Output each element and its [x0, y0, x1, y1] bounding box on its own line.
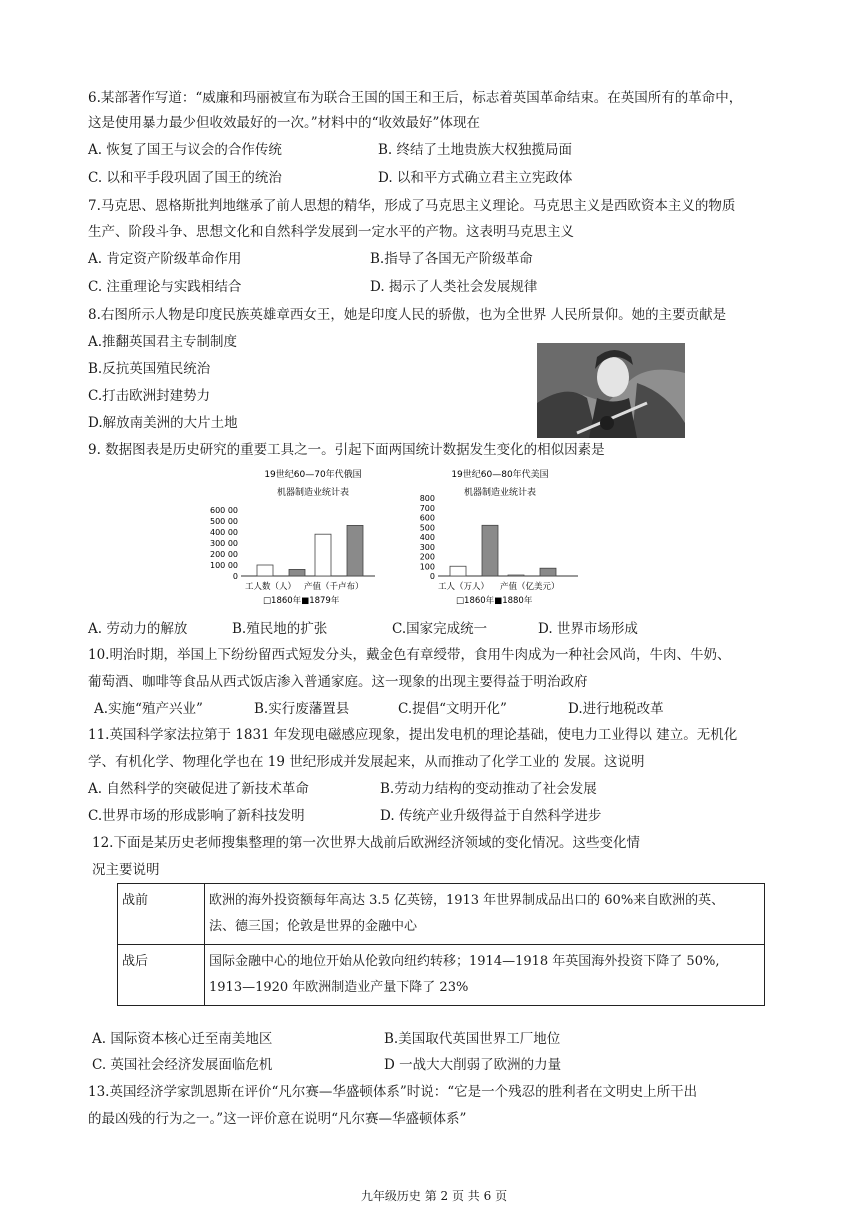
chart-russia-machinery	[195, 462, 395, 610]
q12-option-c: C. 英国社会经济发展面临危机	[92, 1057, 273, 1073]
chart-category-label: 工人（万人）	[438, 582, 490, 592]
page-footer: 九年级历史 第 2 页 共 6 页	[360, 1189, 508, 1203]
chart-tick-label: 500	[419, 523, 435, 533]
table-cell-line: 法、德三国；伦敦是世界的金融中心	[209, 919, 418, 934]
q8-option-c: C.打击欧洲封建势力	[88, 388, 211, 404]
q6-option-c: C. 以和平手段巩固了国王的统治	[88, 170, 282, 186]
chart-bar	[347, 525, 363, 576]
q6-stem-line1: 6.某部著作写道：“威廉和玛丽被宣布为联合王国的国王和王后，标志着英国革命结束。在英国所有的革命中，	[88, 90, 743, 106]
q7-option-c: C. 注重理论与实践相结合	[88, 279, 242, 295]
chart-tick-label: 300 00	[210, 539, 238, 548]
q11-option-d: D. 传统产业升级得益于自然科学进步	[380, 808, 602, 824]
q9-option-c: C.国家完成统一	[392, 621, 488, 637]
chart-bar	[257, 565, 273, 576]
q6-option-a: A. 恢复了国王与议会的合作传统	[88, 142, 282, 158]
chart-category-label: 产值（亿美元）	[500, 582, 560, 592]
table-row-head: 战后	[118, 945, 205, 1006]
chart-bar	[508, 575, 524, 576]
chart-tick-label: 0	[232, 572, 238, 581]
q9-option-a: A. 劳动力的解放	[88, 621, 188, 637]
chart-usa-machinery	[408, 462, 598, 610]
q8-option-a: A.推翻英国君主专制制度	[88, 334, 238, 350]
table-cell	[205, 884, 765, 945]
table-cell-line: 1913—1920 年欧洲制造业产量下降了 23%	[209, 980, 469, 995]
table-cell-line: 欧洲的海外投资额每年高达 3.5 亿英镑，1913 年世界制成品出口的 60%来自欧洲的英、	[209, 893, 725, 908]
q9-option-d: D. 世界市场形成	[538, 621, 638, 637]
q12-table	[117, 883, 765, 1006]
chart-subtitle: 机器制造业统计表	[276, 488, 350, 498]
chart-tick-label: 800	[419, 494, 435, 503]
chart-tick-label: 600 00	[210, 506, 238, 515]
q6-option-d: D. 以和平方式确立君主立宪政体	[378, 170, 573, 186]
chart-bar	[450, 566, 466, 576]
q11-stem-line1: 11.英国科学家法拉第于 1831 年发现电磁感应现象，提出发电机的理论基础，使电力工业得以 建立。无机化	[88, 727, 738, 743]
q7-option-d: D. 揭示了人类社会发展规律	[370, 279, 538, 295]
chart-legend: □1860年■1879年	[263, 596, 340, 606]
chart-tick-label: 400	[419, 533, 435, 542]
chart-tick-label: 0	[429, 572, 435, 581]
chart-tick-label: 700	[419, 503, 435, 513]
chart-tick-label: 200 00	[210, 550, 238, 559]
q7-stem-line2: 生产、阶段斗争、思想文化和自然科学发展到一定水平的产物。这表明马克思主义	[88, 224, 574, 240]
q9-stem: 9. 数据图表是历史研究的重要工具之一。引起下面两国统计数据发生变化的相似因素是	[88, 442, 605, 458]
chart-tick-label: 400 00	[210, 528, 238, 537]
q12-option-d: D 一战大大削弱了欧洲的力量	[384, 1057, 562, 1073]
chart-legend: □1860年■1880年	[456, 596, 533, 606]
q13-stem-line1: 13.英国经济学家凯恩斯在评价“凡尔赛—华盛顿体系”时说：“它是一个残忍的胜利者在文明史上所干出	[88, 1084, 698, 1100]
table-row	[118, 884, 765, 945]
q11-option-c: C.世界市场的形成影响了新科技发明	[88, 808, 305, 824]
q8-option-b: B.反抗英国殖民统治	[88, 361, 211, 377]
chart-bar	[540, 568, 556, 576]
table-cell	[205, 945, 765, 1006]
q11-option-a: A. 自然科学的突破促进了新技术革命	[88, 781, 309, 797]
chart-tick-label: 500 00	[210, 517, 238, 526]
q10-option-a: A.实施“殖产兴业”	[94, 701, 203, 717]
table-row-head: 战前	[118, 884, 205, 945]
table-cell-line: 国际金融中心的地位开始从伦敦向纽约转移；1914—1918 年英国海外投资下降了 50%,	[209, 954, 720, 969]
chart-subtitle: 机器制造业统计表	[463, 488, 537, 498]
q10-option-c: C.提倡“文明开化”	[398, 701, 507, 717]
chart-category-label: 工人数（人）	[245, 582, 297, 592]
chart-tick-label: 100	[419, 562, 435, 572]
chart-bar	[289, 569, 305, 576]
q12-stem-line1: 12.下面是某历史老师搜集整理的第一次世界大战前后欧洲经济领域的变化情况。这些变化情	[92, 835, 640, 851]
chart-tick-label: 200	[419, 552, 435, 562]
chart-tick-label: 300	[419, 542, 435, 552]
chart-bar	[482, 525, 498, 576]
q7-option-a: A. 肯定资产阶级革命作用	[88, 251, 242, 267]
q9-option-b: B.殖民地的扩张	[232, 621, 328, 637]
q7-stem-line1: 7.马克思、恩格斯批判地继承了前人思想的精华，形成了马克思主义理论。马克思主义是西欧资本主义的物质	[88, 198, 736, 214]
q6-stem-line2: 这是使用暴力最少但收效最好的一次。”材料中的“收效最好”体现在	[88, 115, 480, 131]
chart-tick-label: 100 00	[210, 561, 238, 570]
q10-stem-line1: 10.明治时期，举国上下纷纷留西式短发分头，戴金色有章绶带，食用牛肉成为一种社会风尚，牛肉、牛奶、	[88, 647, 731, 663]
q11-stem-line2: 学、有机化学、物理化学也在 19 世纪形成并发展起来，从而推动了化学工业的 发展。这说明	[88, 754, 645, 770]
table-row	[118, 945, 765, 1006]
chart-category-label: 产值（千卢布）	[304, 582, 364, 592]
q12-option-b: B.美国取代英国世界工厂地位	[384, 1031, 561, 1047]
q10-option-d: D.进行地税改革	[568, 701, 664, 717]
q11-option-b: B.劳动力结构的变动推动了社会发展	[380, 781, 597, 797]
q12-stem-line2: 况主要说明	[92, 862, 160, 878]
q12-option-a: A. 国际资本核心迁至南美地区	[92, 1031, 273, 1047]
chart-title: 19世纪60—70年代俄国	[264, 470, 362, 480]
q7-option-b: B.指导了各国无产阶级革命	[370, 251, 533, 267]
chart-tick-label: 600	[419, 513, 435, 523]
q6-option-b: B. 终结了土地贵族大权独揽局面	[378, 142, 573, 158]
rani-of-jhansi-portrait	[537, 343, 685, 438]
q10-option-b: B.实行废藩置县	[254, 701, 350, 717]
q13-stem-line2: 的最凶残的行为之一。”这一评价意在说明“凡尔赛—华盛顿体系”	[88, 1111, 467, 1127]
q10-stem-line2: 葡萄酒、咖啡等食品从西式饭店渗入普通家庭。这一现象的出现主要得益于明治政府	[88, 674, 588, 690]
chart-bar	[315, 534, 331, 576]
chart-title: 19世纪60—80年代美国	[451, 470, 549, 480]
q8-stem: 8.右图所示人物是印度民族英雄章西女王，她是印度人民的骄傲，也为全世界 人民所景仰。她的主要贡献是	[88, 307, 727, 323]
q8-option-d: D.解放南美洲的大片土地	[88, 415, 238, 431]
